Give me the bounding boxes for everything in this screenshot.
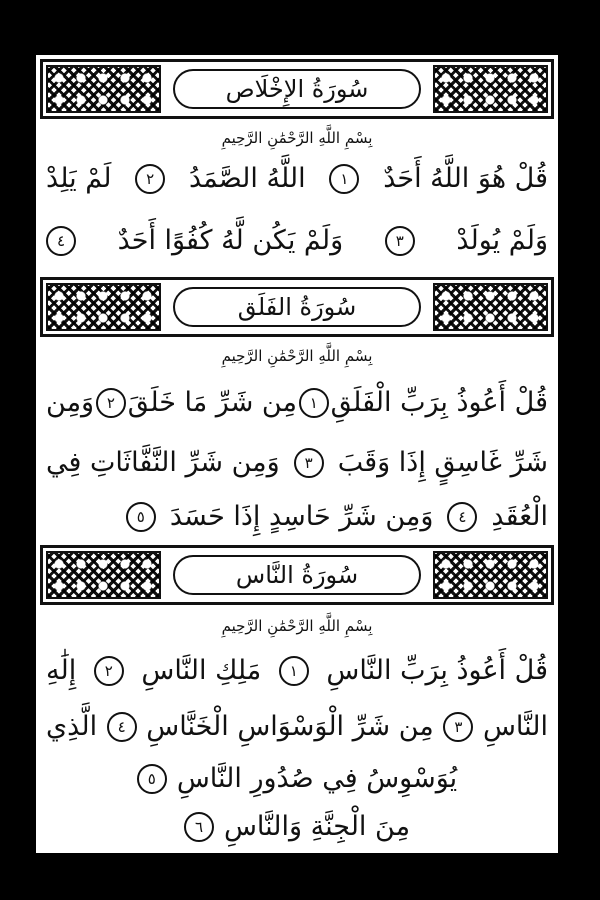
surah-title: سُورَةُ الإِخْلَاص (225, 75, 369, 103)
ayah-number-marker: ٥ (137, 764, 167, 794)
verse-text: الَّذِي (46, 711, 98, 742)
verse-text: مَلِكِ النَّاسِ (141, 655, 262, 686)
ornament-right (433, 551, 548, 599)
verse-text: قُلْ أَعُوذُ بِرَبِّ النَّاسِ (326, 655, 548, 686)
verse-text: يُوَسْوِسُ فِي صُدُورِ النَّاسِ (176, 763, 458, 794)
ayah-number-marker: ٣ (385, 226, 415, 256)
ornament-right (433, 65, 548, 113)
surah-name-plate (173, 555, 421, 595)
verse-line (46, 711, 548, 742)
verse-text: وَلَمْ يَكُن لَّهُ كُفُوًا أَحَدٌ (117, 225, 344, 256)
verse-text: قُلْ أَعُوذُ بِرَبِّ الْفَلَقِ (330, 387, 548, 418)
ayah-number-marker: ١ (279, 656, 309, 686)
ayah-number-marker: ١ (299, 388, 329, 418)
ayah-number-marker: ٥ (126, 502, 156, 532)
verse-text: مِن شَرِّ مَا خَلَقَ (127, 387, 297, 418)
surah-header-nas (40, 545, 554, 605)
verse-line (46, 763, 548, 794)
verse-text: وَمِن (46, 387, 95, 418)
verse-text: لَمْ يَلِدْ (46, 163, 112, 194)
verse-line (46, 655, 548, 686)
ayah-number-marker: ٢ (96, 388, 126, 418)
ayah-number-marker: ٣ (294, 448, 324, 478)
verse-text: النَّاسِ (482, 711, 548, 742)
verse-text: مِنَ الْجِنَّةِ وَالنَّاسِ (223, 811, 411, 842)
ornament-left (46, 65, 161, 113)
verse-text: وَمِن شَرِّ النَّفَّاثَاتِ فِي (46, 447, 280, 478)
ornament-left (46, 551, 161, 599)
verse-line (46, 811, 548, 842)
surah-title: سُورَةُ الفَلَق (237, 293, 357, 321)
ayah-number-marker: ٦ (184, 812, 214, 842)
surah-header-ikhlas (40, 59, 554, 119)
verse-text: مِن شَرِّ الْوَسْوَاسِ الْخَنَّاسِ (146, 711, 434, 742)
ornament-right (433, 283, 548, 331)
verse-line (46, 225, 548, 256)
verse-line (46, 501, 548, 532)
verse-line (46, 163, 548, 194)
ornament-left (46, 283, 161, 331)
basmala: بِسْمِ اللَّهِ الرَّحْمَٰنِ الرَّحِيمِ (221, 347, 373, 365)
ayah-number-marker: ٤ (46, 226, 76, 256)
verse-text: وَمِن شَرِّ حَاسِدٍ إِذَا حَسَدَ (169, 501, 434, 532)
mushaf-page (36, 55, 558, 853)
verse-text: الْعُقَدِ (491, 501, 548, 532)
ayah-number-marker: ٤ (107, 712, 137, 742)
surah-title: سُورَةُ النَّاس (235, 561, 359, 589)
ayah-number-marker: ٢ (94, 656, 124, 686)
basmala: بِسْمِ اللَّهِ الرَّحْمَٰنِ الرَّحِيمِ (221, 617, 373, 635)
ayah-number-marker: ٤ (447, 502, 477, 532)
ayah-number-marker: ٢ (135, 164, 165, 194)
ayah-number-marker: ١ (329, 164, 359, 194)
verse-text: شَرِّ غَاسِقٍ إِذَا وَقَبَ (337, 447, 548, 478)
verse-text: اللَّهُ الصَّمَدُ (188, 163, 306, 194)
surah-name-plate (173, 69, 421, 109)
verse-line (46, 447, 548, 478)
basmala: بِسْمِ اللَّهِ الرَّحْمَٰنِ الرَّحِيمِ (221, 129, 373, 147)
surah-name-plate (173, 287, 421, 327)
verse-text: وَلَمْ يُولَدْ (456, 225, 548, 256)
verse-text: قُلْ هُوَ اللَّهُ أَحَدٌ (383, 163, 548, 194)
verse-text: إِلَٰهِ (46, 655, 77, 686)
ayah-number-marker: ٣ (443, 712, 473, 742)
surah-header-falaq (40, 277, 554, 337)
verse-line (46, 387, 548, 418)
